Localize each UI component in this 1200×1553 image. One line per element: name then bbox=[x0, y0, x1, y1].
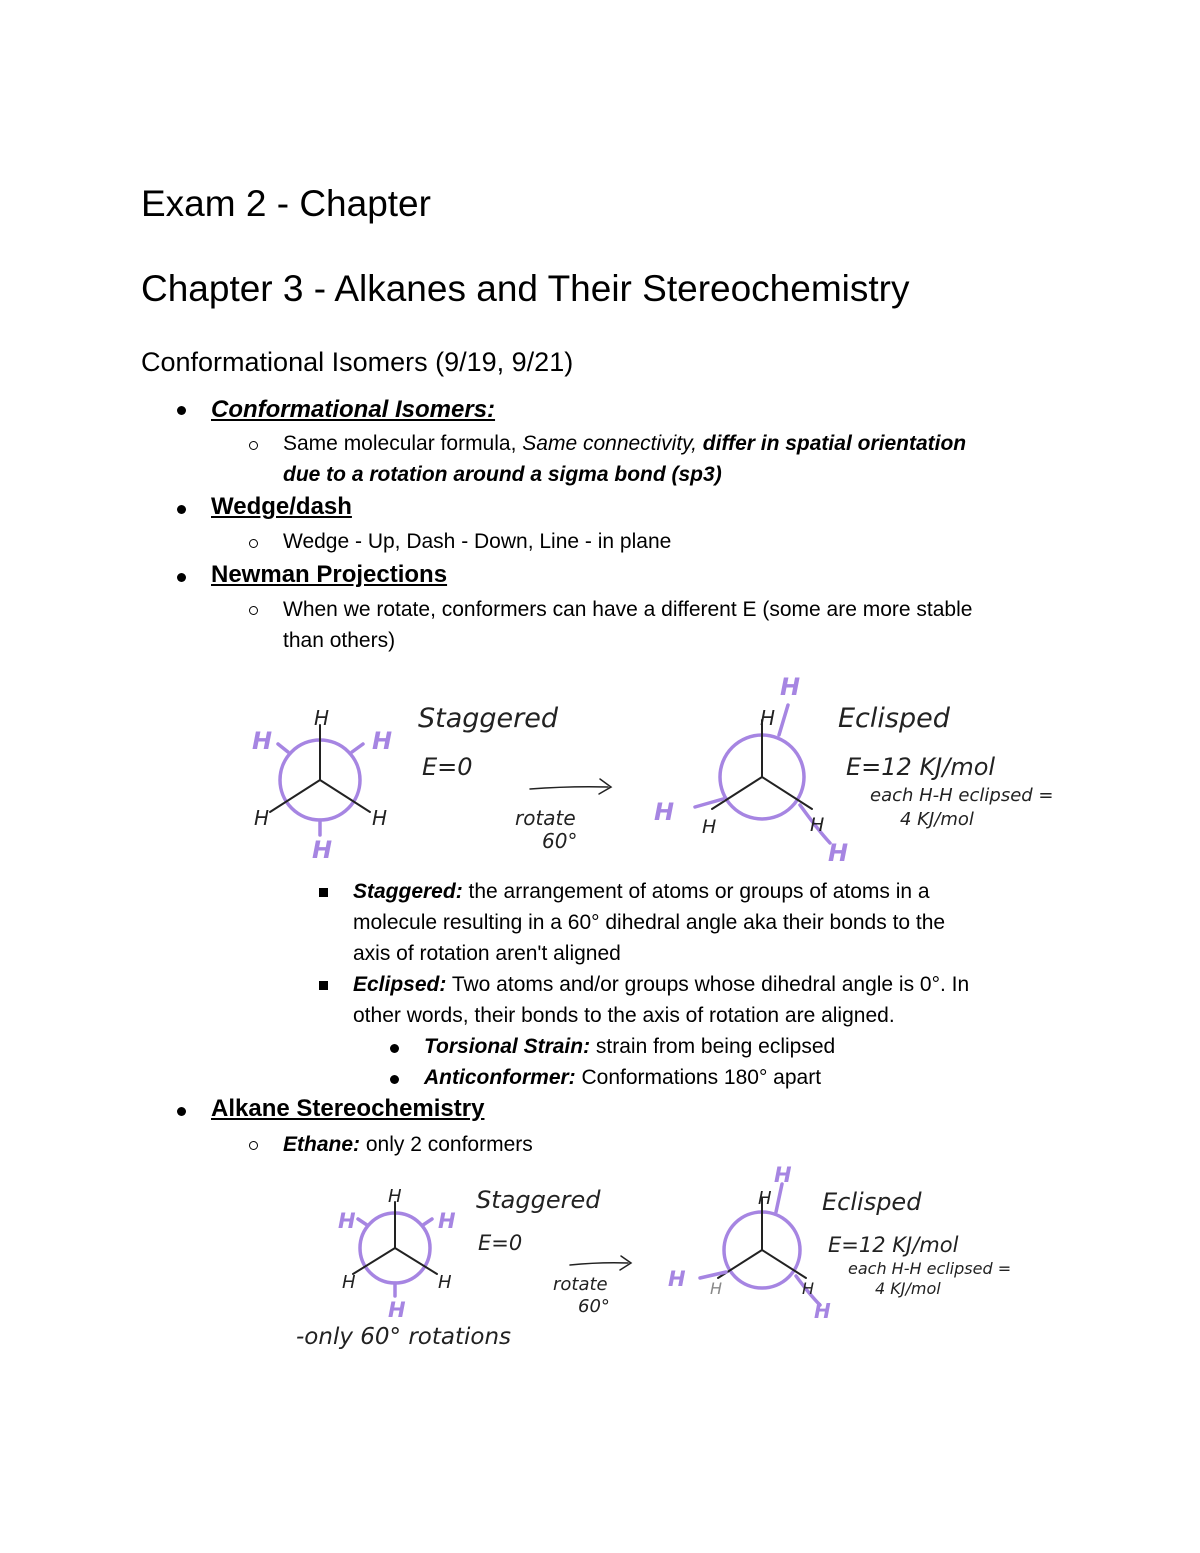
bullet-disc-icon bbox=[177, 505, 186, 514]
bullet-disc-icon bbox=[390, 1044, 399, 1053]
h-label: H bbox=[710, 1279, 723, 1298]
bullet-circle-icon bbox=[249, 539, 258, 548]
h-label: H bbox=[314, 706, 330, 730]
section-heading: Conformational Isomers (9/19, 9/21) bbox=[141, 347, 574, 377]
staggered-back-bond bbox=[358, 1219, 367, 1225]
h-label: H bbox=[702, 816, 717, 838]
eclipsed-note-line1: each H-H eclipsed = bbox=[848, 1259, 1012, 1278]
anticonformer-definition: Anticonformer: Conformations 180° apart bbox=[424, 1066, 822, 1089]
eclipsed-back-bond bbox=[779, 705, 788, 735]
h-label: H bbox=[342, 1272, 356, 1293]
rotate-label: rotate bbox=[553, 1274, 608, 1295]
staggered-definition-line3: axis of rotation aren't aligned bbox=[353, 942, 621, 965]
rotate-arrow bbox=[530, 787, 608, 789]
newman-projections-heading: Newman Projections bbox=[211, 561, 448, 588]
staggered-energy: E=0 bbox=[422, 753, 473, 781]
page-title: Exam 2 - Chapter bbox=[141, 183, 431, 224]
newman-figure-2 bbox=[290, 1160, 1050, 1360]
staggered-front-bond bbox=[320, 780, 370, 812]
torsional-strain-definition: Torsional Strain: strain from being eclipsed bbox=[424, 1035, 836, 1058]
bullet-circle-icon bbox=[249, 441, 258, 450]
h-label: H bbox=[312, 836, 333, 864]
chapter-heading: Chapter 3 - Alkanes and Their Stereochemistry bbox=[141, 268, 910, 309]
wedge-dash-heading: Wedge/dash bbox=[211, 493, 352, 520]
h-label: H bbox=[774, 1163, 792, 1187]
staggered-back-bond bbox=[278, 744, 288, 752]
staggered-energy: E=0 bbox=[478, 1231, 523, 1255]
h-label: H bbox=[372, 806, 388, 830]
eclipsed-label: Eclisped bbox=[838, 703, 950, 734]
h-label: H bbox=[338, 1209, 356, 1233]
staggered-front-bond bbox=[270, 780, 320, 812]
staggered-definition-line1: Staggered: the arrangement of atoms or groups of atoms in a bbox=[353, 880, 930, 903]
bullet-square-icon bbox=[319, 888, 328, 897]
newman-figure-1 bbox=[240, 665, 1100, 865]
h-label: H bbox=[668, 1267, 686, 1291]
staggered-back-bond bbox=[352, 744, 363, 752]
h-label: H bbox=[438, 1209, 456, 1233]
eclipsed-definition-line1: Eclipsed: Two atoms and/or groups whose dihedral angle is 0°. In bbox=[353, 973, 970, 996]
h-label: H bbox=[780, 673, 801, 701]
h-label: H bbox=[438, 1272, 452, 1293]
newman-definition-line1: When we rotate, conformers can have a different E (some are more stable bbox=[283, 598, 973, 621]
h-label: H bbox=[388, 1186, 402, 1207]
eclipsed-note-line2: 4 KJ/mol bbox=[900, 809, 974, 830]
h-label: H bbox=[810, 814, 825, 836]
staggered-label: Staggered bbox=[418, 703, 559, 734]
bullet-disc-icon bbox=[177, 406, 186, 415]
rotate-arrow bbox=[570, 1263, 628, 1265]
eclipsed-energy: E=12 KJ/mol bbox=[828, 1233, 959, 1257]
h-label: H bbox=[802, 1279, 815, 1298]
rotation-footnote: -only 60° rotations bbox=[296, 1324, 512, 1350]
wedge-dash-definition: Wedge - Up, Dash - Down, Line - in plane bbox=[283, 530, 672, 553]
h-label: H bbox=[388, 1298, 406, 1322]
h-label: H bbox=[828, 839, 849, 867]
staggered-definition-line2: molecule resulting in a 60° dihedral angle aka their bonds to the bbox=[353, 911, 946, 934]
h-label: H bbox=[760, 706, 776, 730]
h-label: H bbox=[254, 806, 270, 830]
staggered-back-bond bbox=[423, 1219, 432, 1225]
bullet-disc-icon bbox=[390, 1075, 399, 1084]
eclipsed-back-bond bbox=[776, 1184, 782, 1212]
rotate-degrees: 60° bbox=[542, 829, 578, 853]
eclipsed-definition-line2: other words, their bonds to the axis of rotation are aligned. bbox=[353, 1004, 895, 1027]
h-label: H bbox=[758, 1188, 772, 1209]
eclipsed-energy: E=12 KJ/mol bbox=[846, 753, 996, 781]
conformational-isomers-heading: Conformational Isomers: bbox=[211, 396, 496, 423]
bullet-square-icon bbox=[319, 981, 328, 990]
rotate-label: rotate bbox=[515, 806, 576, 830]
eclipsed-note-line2: 4 KJ/mol bbox=[875, 1279, 941, 1298]
bullet-circle-icon bbox=[249, 606, 258, 615]
rotate-degrees: 60° bbox=[578, 1296, 610, 1317]
conformational-definition-line2: due to a rotation around a sigma bond (sp3) bbox=[283, 463, 722, 486]
conformational-definition-line1: Same molecular formula, Same connectivity, differ in spatial orientation bbox=[283, 432, 967, 455]
staggered-label: Staggered bbox=[476, 1186, 601, 1214]
eclipsed-note-line1: each H-H eclipsed = bbox=[870, 785, 1054, 806]
newman-definition-line2: than others) bbox=[283, 629, 396, 652]
bullet-disc-icon bbox=[177, 573, 186, 582]
eclipsed-label: Eclisped bbox=[822, 1188, 922, 1216]
h-label: H bbox=[372, 727, 393, 755]
ethane-conformers-text: Ethane: only 2 conformers bbox=[283, 1133, 533, 1156]
alkane-stereochemistry-heading: Alkane Stereochemistry bbox=[211, 1095, 485, 1122]
h-label: H bbox=[814, 1299, 831, 1323]
h-label: H bbox=[654, 798, 675, 826]
bullet-circle-icon bbox=[249, 1141, 258, 1150]
h-label: H bbox=[252, 727, 273, 755]
bullet-disc-icon bbox=[177, 1107, 186, 1116]
